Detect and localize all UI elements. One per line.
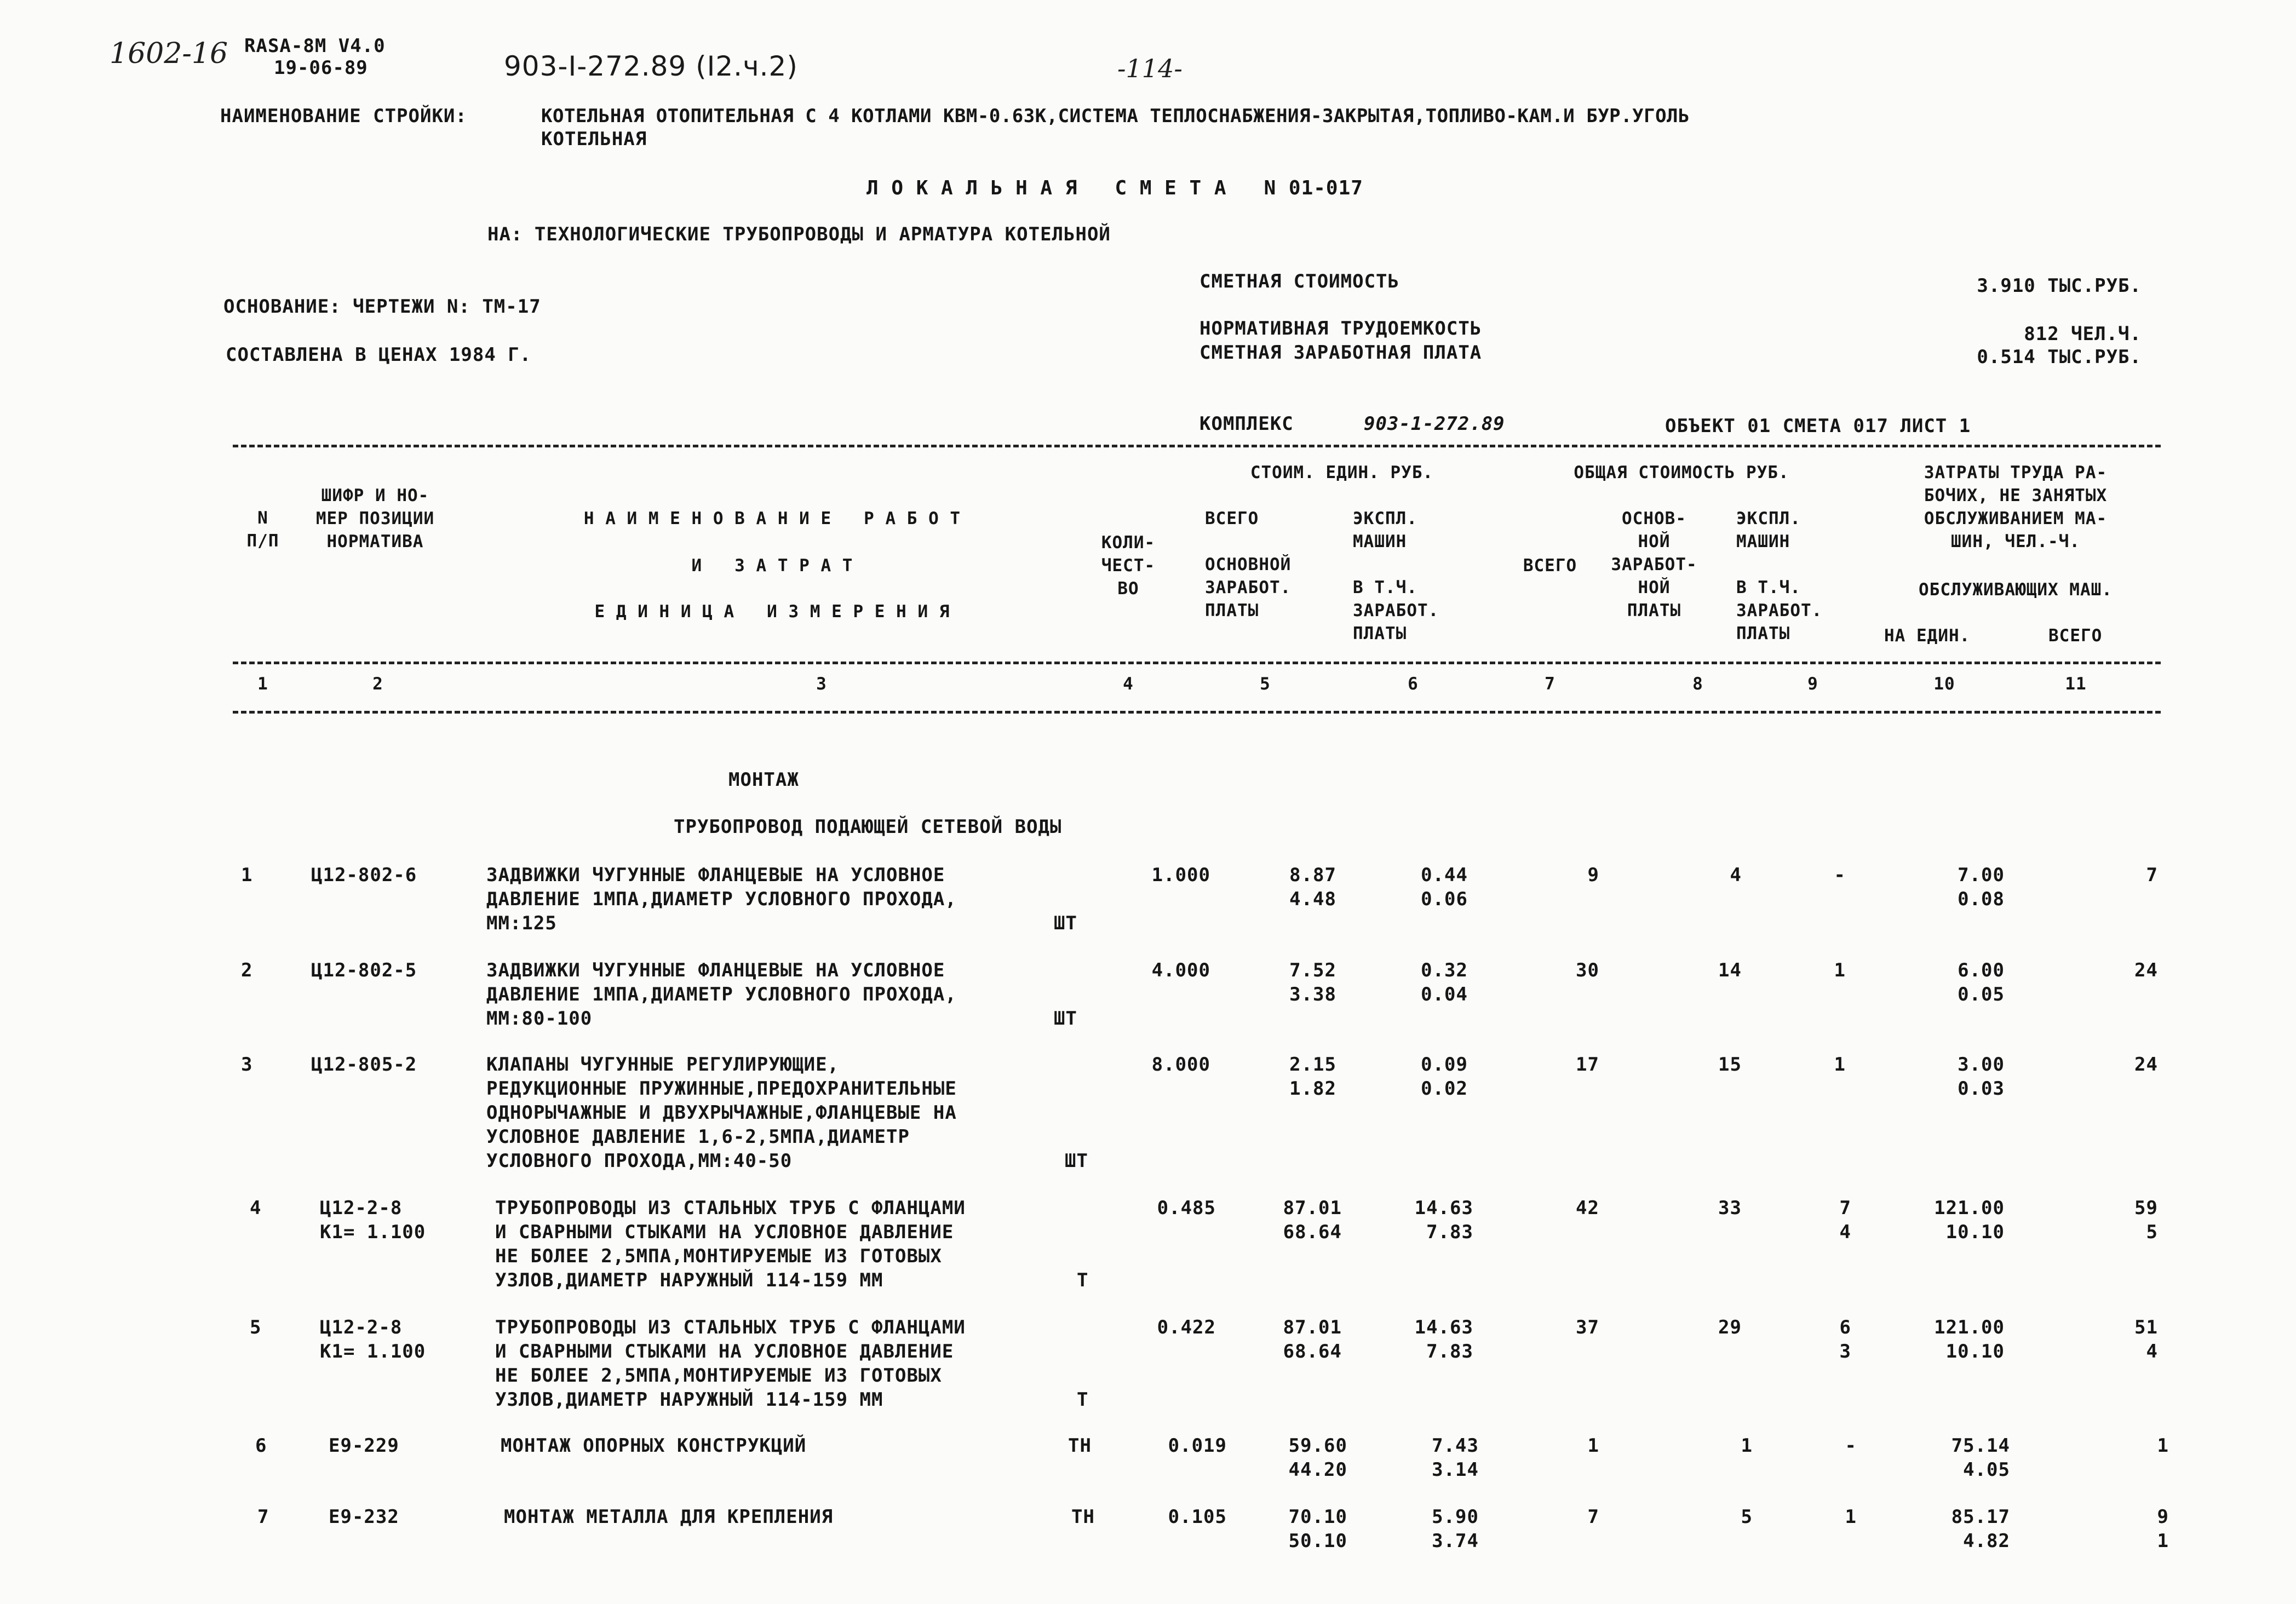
row-2-machine: 1 (1834, 959, 1846, 981)
row-7-num: 7 (257, 1506, 269, 1528)
row-5-desc: ТРУБОПРОВОДЫ ИЗ СТАЛЬНЫХ ТРУБ С ФЛАНЦАМИ И СВАРНЫМИ СТЫКАМИ НА УСЛОВНОЕ ДАВЛЕНИЕ НЕ БОЛЕЕ 2,5МПА,МОНТИРУЕМЫЕ ИЗ ГОТОВЫХ УЗЛОВ,ДИАМЕТР НАРУЖНЫЙ 114-159 ММ (495, 1316, 966, 1411)
row-2-wages: 14 (1718, 959, 1742, 981)
row-6-machine: - (1845, 1435, 1857, 1457)
header-col-total-unit: ВСЕГО ОСНОВНОЙ ЗАРАБОТ. ПЛАТЫ (1205, 509, 1292, 620)
row-6-qty: 0.019 (1168, 1435, 1227, 1457)
construction-name: КОТЕЛЬНАЯ ОТОПИТЕЛЬНАЯ С 4 КОТЛАМИ КВМ-0.63К,СИСТЕМА ТЕПЛОСНАБЖЕНИЯ-ЗАКРЫТАЯ,ТОПЛИВО-КАМ.И БУР.УГОЛЬ (541, 105, 1690, 127)
basis-text: ОСНОВАНИЕ: ЧЕРТЕЖИ N: ТМ-17 (223, 296, 541, 318)
row-3-qty: 8.000 (1151, 1054, 1210, 1076)
complex-label: КОМПЛЕКС (1199, 413, 1294, 435)
row-1-unit-total: 8.87 4.48 (1289, 864, 1336, 910)
row-5-unit-machine: 14.63 7.83 (1414, 1316, 1473, 1362)
header-col-qty: КОЛИ- ЧЕСТ- ВО (1101, 533, 1156, 599)
section-title: МОНТАЖ (728, 769, 799, 791)
summary-label-labor: НОРМАТИВНАЯ ТРУДОЕМКОСТЬ (1199, 318, 1482, 340)
row-1-qty: 1.000 (1151, 864, 1210, 886)
row-3-desc: КЛАПАНЫ ЧУГУННЫЕ РЕГУЛИРУЮЩИЕ, РЕДУКЦИОННЫЕ ПРУЖИННЫЕ,ПРЕДОХРАНИТЕЛЬНЫЕ ОДНОРЫЧАЖНЫЕ И ДВУХРЫЧАЖНЫЕ,ФЛАНЦЕВЫЕ НА УСЛОВНОЕ ДАВЛЕНИЕ 1,6-2,5МПА,ДИАМЕТР УСЛОВНОГО ПРОХОДА,ММ:40-50 (486, 1054, 957, 1172)
summary-value-labor: 812 ЧЕЛ.Ч. (2024, 323, 2142, 345)
colnum-4: 4 (1123, 674, 1134, 694)
row-6-labor-total: 1 (2157, 1435, 2169, 1457)
row-5-wages: 29 (1718, 1316, 1742, 1338)
row-7-qty: 0.105 (1168, 1506, 1227, 1528)
row-6-num: 6 (255, 1435, 267, 1457)
row-4-qty: 0.485 (1157, 1197, 1216, 1219)
header-col-wages: ОСНОВ- НОЙ ЗАРАБОТ- НОЙ ПЛАТЫ (1611, 509, 1697, 620)
row-4-labor-total: 59 5 (2134, 1197, 2158, 1243)
header-top-rule (233, 445, 2161, 447)
row-6-wages: 1 (1741, 1435, 1753, 1457)
colnum-10: 10 (1933, 674, 1955, 694)
row-7-labor-total: 9 1 (2157, 1506, 2169, 1552)
row-7-desc: МОНТАЖ МЕТАЛЛА ДЛЯ КРЕПЛЕНИЯ (504, 1506, 834, 1528)
row-4-unit-total: 87.01 68.64 (1283, 1197, 1342, 1243)
row-6-unit-machine: 7.43 3.14 (1432, 1435, 1479, 1481)
header-col-labor-total: ВСЕГО (2048, 626, 2103, 646)
summary-value-cost: 3.910 ТЫС.РУБ. (1977, 275, 2142, 297)
row-1-unit: ШТ (1054, 912, 1077, 934)
header-col-total: ВСЕГО (1523, 556, 1577, 576)
row-3-unit-total: 2.15 1.82 (1289, 1054, 1336, 1100)
column-numbers-rule (233, 711, 2161, 714)
header-col-name-c: Е Д И Н И Ц А И З М Е Р Е Н И Я (594, 602, 950, 622)
row-7-labor-unit: 85.17 4.82 (1951, 1506, 2010, 1552)
row-2-labor-unit: 6.00 0.05 (1958, 959, 2005, 1005)
row-5-machine: 6 3 (1839, 1316, 1851, 1362)
header-col-name-b: И З А Т Р А Т (691, 556, 853, 576)
header-labor-sub: ОБСЛУЖИВАЮЩИХ МАШ. (1919, 580, 2113, 600)
row-7-machine: 1 (1845, 1506, 1857, 1528)
row-4-desc: ТРУБОПРОВОДЫ ИЗ СТАЛЬНЫХ ТРУБ С ФЛАНЦАМИ И СВАРНЫМИ СТЫКАМИ НА УСЛОВНОЕ ДАВЛЕНИЕ НЕ БОЛЕЕ 2,5МПА,МОНТИРУЕМЫЕ ИЗ ГОТОВЫХ УЗЛОВ,ДИАМЕТР НАРУЖНЫЙ 114-159 ММ (495, 1197, 966, 1291)
estimate-title: Л О К А Л Ь Н А Я С М Е Т А N 01-017 (866, 177, 1363, 199)
row-5-num: 5 (250, 1316, 262, 1338)
row-4-unit: Т (1077, 1269, 1089, 1291)
row-1-unit-machine: 0.44 0.06 (1421, 864, 1468, 910)
row-4-code: Ц12-2-8 К1= 1.100 (320, 1197, 426, 1243)
document-code: 903-I-272.89 (I2.ч.2) (504, 50, 798, 82)
colnum-11: 11 (2065, 674, 2087, 694)
row-2-unit-total: 7.52 3.38 (1289, 959, 1336, 1005)
header-unit-cost: СТОИМ. ЕДИН. РУБ. (1250, 463, 1434, 482)
row-7-unit-total: 70.10 50.10 (1288, 1506, 1347, 1552)
header-col-machine-unit: ЭКСПЛ. МАШИН В Т.Ч. ЗАРАБОТ. ПЛАТЫ (1353, 509, 1439, 643)
complex-code: 903-1-272.89 (1364, 413, 1505, 435)
row-4-unit-machine: 14.63 7.83 (1414, 1197, 1473, 1243)
row-3-total: 17 (1576, 1054, 1599, 1076)
row-4-machine: 7 4 (1839, 1197, 1851, 1243)
construction-label: НАИМЕНОВАНИЕ СТРОЙКИ: (220, 105, 467, 127)
colnum-3: 3 (816, 674, 827, 694)
colnum-7: 7 (1545, 674, 1555, 694)
prices-text: СОСТАВЛЕНА В ЦЕНАХ 1984 Г. (226, 344, 532, 366)
print-date: 19-06-89 (274, 57, 368, 79)
row-6-unit: ТН (1068, 1435, 1092, 1457)
row-6-desc: МОНТАЖ ОПОРНЫХ КОНСТРУКЦИЙ (501, 1435, 807, 1457)
row-5-unit-total: 87.01 68.64 (1283, 1316, 1342, 1362)
row-7-unit: ТН (1071, 1506, 1095, 1528)
row-2-unit-machine: 0.32 0.04 (1421, 959, 1468, 1005)
row-1-wages: 4 (1730, 864, 1742, 886)
row-5-labor-total: 51 4 (2134, 1316, 2158, 1362)
row-1-labor-unit: 7.00 0.08 (1958, 864, 2005, 910)
header-total-cost: ОБЩАЯ СТОИМОСТЬ РУБ. (1574, 463, 1789, 482)
header-col-name-a: Н А И М Е Н О В А Н И Е Р А Б О Т (583, 509, 961, 528)
colnum-8: 8 (1692, 674, 1703, 694)
row-6-total: 1 (1587, 1435, 1599, 1457)
row-3-num: 3 (241, 1054, 253, 1076)
header-col-num: N П/П (246, 508, 279, 551)
header-col-per-unit: НА ЕДИН. (1884, 626, 1971, 646)
row-5-labor-unit: 121.00 10.10 (1934, 1316, 2005, 1362)
row-5-unit: Т (1077, 1389, 1089, 1411)
row-4-wages: 33 (1718, 1197, 1742, 1219)
row-3-unit: ШТ (1065, 1150, 1088, 1172)
estimate-subject: НА: ТЕХНОЛОГИЧЕСКИЕ ТРУБОПРОВОДЫ И АРМАТУРА КОТЕЛЬНОЙ (487, 223, 1111, 245)
row-2-labor-total: 24 (2134, 959, 2158, 981)
row-7-code: Е9-232 (329, 1506, 399, 1528)
row-5-qty: 0.422 (1157, 1316, 1216, 1338)
row-1-code: Ц12-802-6 (311, 864, 417, 886)
row-2-total: 30 (1576, 959, 1599, 981)
colnum-1: 1 (257, 674, 268, 694)
row-3-code: Ц12-805-2 (311, 1054, 417, 1076)
section-subtitle: ТРУБОПРОВОД ПОДАЮЩЕЙ СЕТЕВОЙ ВОДЫ (674, 816, 1062, 838)
row-7-wages: 5 (1741, 1506, 1753, 1528)
summary-value-wages: 0.514 ТЫС.РУБ. (1977, 346, 2142, 368)
row-4-num: 4 (250, 1197, 262, 1219)
row-2-unit: ШТ (1054, 1008, 1077, 1030)
row-2-desc: ЗАДВИЖКИ ЧУГУННЫЕ ФЛАНЦЕВЫЕ НА УСЛОВНОЕ ДАВЛЕНИЕ 1МПА,ДИАМЕТР УСЛОВНОГО ПРОХОДА, ММ:80-100 (486, 959, 957, 1030)
construction-name-line2: КОТЕЛЬНАЯ (541, 128, 647, 150)
page-number: -114- (1117, 54, 1183, 83)
row-7-total: 7 (1587, 1506, 1599, 1528)
handwritten-id: 1602-16 (110, 37, 228, 70)
row-7-unit-machine: 5.90 3.74 (1432, 1506, 1479, 1552)
row-4-total: 42 (1576, 1197, 1599, 1219)
program-version: RASA-8M V4.0 (244, 35, 386, 57)
summary-label-cost: СМЕТНАЯ СТОИМОСТЬ (1199, 271, 1399, 292)
colnum-9: 9 (1807, 674, 1818, 694)
row-1-labor-total: 7 (2146, 864, 2158, 886)
row-1-machine: - (1834, 864, 1846, 886)
header-col-machine: ЭКСПЛ. МАШИН В Т.Ч. ЗАРАБОТ. ПЛАТЫ (1736, 509, 1823, 643)
row-3-wages: 15 (1718, 1054, 1742, 1076)
row-6-labor-unit: 75.14 4.05 (1951, 1435, 2010, 1481)
header-col-code: ШИФР И НО- МЕР ПОЗИЦИИ НОРМАТИВА (315, 486, 435, 551)
summary-label-wages: СМЕТНАЯ ЗАРАБОТНАЯ ПЛАТА (1199, 342, 1482, 364)
row-3-labor-unit: 3.00 0.03 (1958, 1054, 2005, 1100)
row-5-code: Ц12-2-8 К1= 1.100 (320, 1316, 426, 1362)
row-1-num: 1 (241, 864, 253, 886)
row-5-total: 37 (1576, 1316, 1599, 1338)
row-2-num: 2 (241, 959, 253, 981)
colnum-6: 6 (1408, 674, 1419, 694)
row-1-desc: ЗАДВИЖКИ ЧУГУННЫЕ ФЛАНЦЕВЫЕ НА УСЛОВНОЕ ДАВЛЕНИЕ 1МПА,ДИАМЕТР УСЛОВНОГО ПРОХОДА, ММ:125 (486, 864, 957, 934)
row-4-labor-unit: 121.00 10.10 (1934, 1197, 2005, 1243)
row-1-total: 9 (1587, 864, 1599, 886)
row-2-qty: 4.000 (1151, 959, 1210, 981)
header-labor: ЗАТРАТЫ ТРУДА РА- БОЧИХ, НЕ ЗАНЯТЫХ ОБСЛУЖИВАНИЕМ МА- ШИН, ЧЕЛ.-Ч. (1924, 463, 2108, 551)
row-6-code: Е9-229 (329, 1435, 399, 1457)
colnum-5: 5 (1260, 674, 1271, 694)
header-bottom-rule (233, 662, 2161, 664)
row-2-code: Ц12-802-5 (311, 959, 417, 981)
object-sheet: ОБЪЕКТ 01 СМЕТА 017 ЛИСТ 1 (1665, 415, 1971, 437)
colnum-2: 2 (372, 674, 383, 694)
row-3-unit-machine: 0.09 0.02 (1421, 1054, 1468, 1100)
row-3-labor-total: 24 (2134, 1054, 2158, 1076)
row-3-machine: 1 (1834, 1054, 1846, 1076)
row-6-unit-total: 59.60 44.20 (1288, 1435, 1347, 1481)
